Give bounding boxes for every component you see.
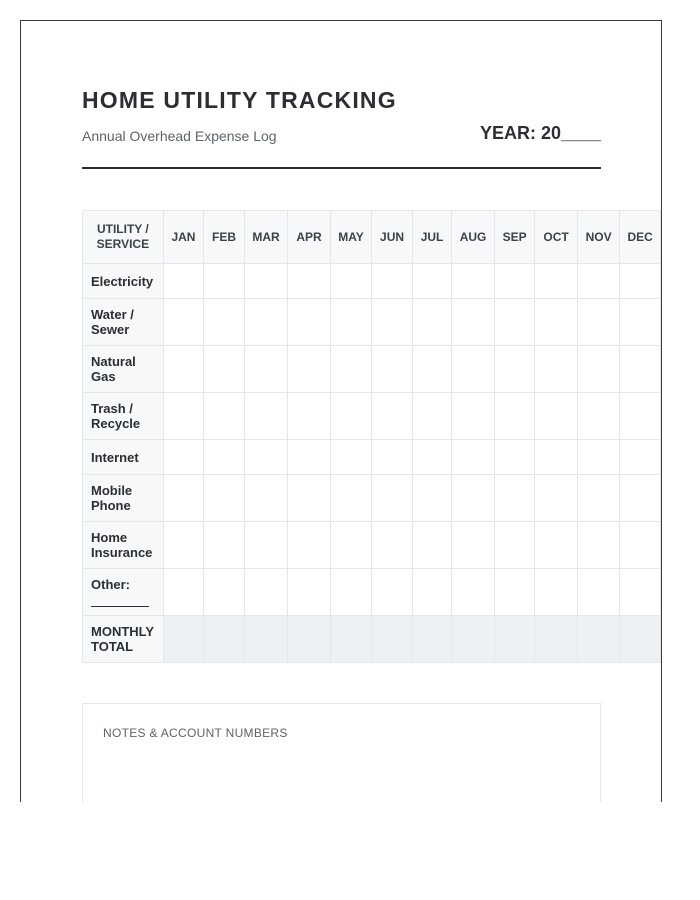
entry-cell[interactable] — [412, 264, 452, 299]
entry-cell[interactable] — [535, 264, 577, 299]
entry-cell[interactable] — [244, 264, 288, 299]
total-row — [83, 616, 661, 663]
entry-cell[interactable] — [372, 475, 413, 522]
table-row — [83, 569, 661, 616]
column-header-month: MAR — [244, 211, 288, 264]
entry-cell[interactable] — [535, 440, 577, 475]
row-label-line2: Gas — [91, 369, 116, 384]
entry-cell[interactable] — [244, 299, 288, 346]
entry-cell[interactable] — [244, 346, 288, 393]
total-cell[interactable] — [288, 616, 330, 663]
year-field[interactable]: YEAR: 20____ — [480, 123, 602, 143]
entry-cell[interactable] — [372, 264, 413, 299]
notes-title: NOTES & ACCOUNT NUMBERS — [103, 726, 288, 740]
entry-cell[interactable] — [412, 569, 452, 616]
column-header-month: OCT — [535, 211, 577, 264]
column-header-month: APR — [288, 211, 330, 264]
entry-cell[interactable] — [412, 393, 452, 440]
entry-cell[interactable] — [577, 522, 620, 569]
row-label-line1: Water / — [91, 307, 134, 322]
entry-cell[interactable] — [577, 475, 620, 522]
column-header-utility — [83, 211, 164, 264]
table-header-row — [83, 211, 661, 264]
table-row — [83, 475, 661, 522]
entry-cell[interactable] — [620, 569, 661, 616]
entry-cell[interactable] — [204, 393, 245, 440]
entry-cell[interactable] — [288, 440, 330, 475]
table-row — [83, 299, 661, 346]
entry-cell[interactable] — [452, 264, 495, 299]
entry-cell[interactable] — [494, 475, 535, 522]
entry-cell[interactable] — [163, 440, 204, 475]
entry-cell[interactable] — [204, 264, 245, 299]
row-label — [83, 393, 164, 440]
entry-cell[interactable] — [372, 569, 413, 616]
entry-cell[interactable] — [372, 522, 413, 569]
entry-cell[interactable] — [412, 522, 452, 569]
entry-cell[interactable] — [577, 346, 620, 393]
entry-cell[interactable] — [244, 393, 288, 440]
entry-cell[interactable] — [163, 264, 204, 299]
column-header-month: JUL — [412, 211, 452, 264]
entry-cell[interactable] — [452, 522, 495, 569]
entry-cell[interactable] — [494, 299, 535, 346]
entry-cell[interactable] — [620, 264, 661, 299]
entry-cell[interactable] — [288, 299, 330, 346]
column-header-month: JUN — [372, 211, 413, 264]
total-cell[interactable] — [412, 616, 452, 663]
entry-cell[interactable] — [372, 346, 413, 393]
entry-cell[interactable] — [620, 299, 661, 346]
entry-cell[interactable] — [330, 440, 372, 475]
row-label-line1: Electricity — [91, 273, 154, 289]
entry-cell[interactable] — [452, 475, 495, 522]
entry-cell[interactable] — [330, 299, 372, 346]
table-row — [83, 346, 661, 393]
entry-cell[interactable] — [163, 346, 204, 393]
entry-cell[interactable] — [412, 346, 452, 393]
total-label-line2: TOTAL — [91, 639, 134, 654]
entry-cell[interactable] — [204, 522, 245, 569]
page-title: HOME UTILITY TRACKING — [82, 87, 397, 113]
page-subtitle: Annual Overhead Expense Log — [82, 128, 277, 144]
entry-cell[interactable] — [412, 440, 452, 475]
total-cell[interactable] — [163, 616, 204, 663]
row-label — [83, 264, 164, 299]
other-blank-line[interactable] — [91, 592, 149, 607]
entry-cell[interactable] — [372, 393, 413, 440]
entry-cell[interactable] — [244, 522, 288, 569]
row-label-line1: Natural — [91, 354, 136, 369]
entry-cell[interactable] — [452, 393, 495, 440]
entry-cell[interactable] — [204, 440, 245, 475]
header-divider — [82, 167, 601, 169]
entry-cell[interactable] — [330, 475, 372, 522]
entry-cell[interactable] — [494, 440, 535, 475]
entry-cell[interactable] — [577, 393, 620, 440]
entry-cell[interactable] — [288, 475, 330, 522]
entry-cell[interactable] — [452, 346, 495, 393]
entry-cell[interactable] — [372, 440, 413, 475]
entry-cell[interactable] — [330, 346, 372, 393]
row-label-line1: Other: — [91, 577, 130, 592]
total-cell[interactable] — [204, 616, 245, 663]
row-label — [83, 475, 164, 522]
entry-cell[interactable] — [330, 569, 372, 616]
entry-cell[interactable] — [163, 393, 204, 440]
entry-cell[interactable] — [288, 264, 330, 299]
column-header-month: JAN — [163, 211, 204, 264]
entry-cell[interactable] — [494, 264, 535, 299]
entry-cell[interactable] — [620, 346, 661, 393]
entry-cell[interactable] — [535, 475, 577, 522]
entry-cell[interactable] — [494, 522, 535, 569]
column-header-month: DEC — [620, 211, 661, 264]
entry-cell[interactable] — [620, 440, 661, 475]
entry-cell[interactable] — [330, 522, 372, 569]
entry-cell[interactable] — [204, 346, 245, 393]
entry-cell[interactable] — [535, 299, 577, 346]
entry-cell[interactable] — [452, 299, 495, 346]
entry-cell[interactable] — [244, 440, 288, 475]
row-label-line2: Sewer — [91, 322, 130, 337]
total-cell[interactable] — [330, 616, 372, 663]
entry-cell[interactable] — [163, 569, 204, 616]
row-label-line1: Internet — [91, 449, 139, 465]
entry-cell[interactable] — [412, 299, 452, 346]
entry-cell[interactable] — [535, 393, 577, 440]
row-label — [83, 569, 164, 616]
total-cell[interactable] — [452, 616, 495, 663]
row-label-line2: Insurance — [91, 545, 153, 560]
entry-cell[interactable] — [288, 569, 330, 616]
entry-cell[interactable] — [535, 522, 577, 569]
entry-cell[interactable] — [244, 475, 288, 522]
column-header-month: NOV — [577, 211, 620, 264]
entry-cell[interactable] — [204, 299, 245, 346]
total-row-label — [83, 616, 164, 663]
row-label-line1: Home — [91, 530, 128, 545]
entry-cell[interactable] — [204, 475, 245, 522]
row-label — [83, 522, 164, 569]
column-header-month: FEB — [204, 211, 245, 264]
table-row — [83, 264, 661, 299]
entry-cell[interactable] — [204, 569, 245, 616]
column-header-month: AUG — [452, 211, 495, 264]
entry-cell[interactable] — [620, 522, 661, 569]
row-label — [83, 440, 164, 475]
row-label — [83, 346, 164, 393]
row-label-line2: Recycle — [91, 416, 141, 431]
entry-cell[interactable] — [577, 299, 620, 346]
entry-cell[interactable] — [494, 393, 535, 440]
entry-cell[interactable] — [288, 393, 330, 440]
column-header-utility-line1: UTILITY / — [96, 222, 149, 236]
entry-cell[interactable] — [244, 569, 288, 616]
utility-table — [82, 210, 661, 663]
table-row — [83, 393, 661, 440]
entry-cell[interactable] — [577, 264, 620, 299]
entry-cell[interactable] — [330, 393, 372, 440]
total-cell[interactable] — [494, 616, 535, 663]
column-header-month: SEP — [494, 211, 535, 264]
tracking-sheet — [20, 20, 662, 802]
entry-cell[interactable] — [577, 569, 620, 616]
entry-cell[interactable] — [620, 393, 661, 440]
entry-cell[interactable] — [535, 346, 577, 393]
entry-cell[interactable] — [620, 475, 661, 522]
column-header-utility-line2: SERVICE — [96, 237, 150, 251]
entry-cell[interactable] — [535, 569, 577, 616]
entry-cell[interactable] — [372, 299, 413, 346]
entry-cell[interactable] — [288, 346, 330, 393]
row-label-line1: Mobile — [91, 483, 133, 498]
entry-cell[interactable] — [494, 346, 535, 393]
total-cell[interactable] — [372, 616, 413, 663]
entry-cell[interactable] — [288, 522, 330, 569]
entry-cell[interactable] — [452, 569, 495, 616]
total-cell[interactable] — [577, 616, 620, 663]
notes-box[interactable] — [82, 703, 601, 802]
entry-cell[interactable] — [163, 522, 204, 569]
row-label — [83, 299, 164, 346]
entry-cell[interactable] — [163, 299, 204, 346]
column-header-month: MAY — [330, 211, 372, 264]
entry-cell[interactable] — [412, 475, 452, 522]
entry-cell[interactable] — [330, 264, 372, 299]
entry-cell[interactable] — [452, 440, 495, 475]
entry-cell[interactable] — [163, 475, 204, 522]
total-cell[interactable] — [244, 616, 288, 663]
table-row — [83, 522, 661, 569]
entry-cell[interactable] — [577, 440, 620, 475]
row-label-line1: Trash / — [91, 401, 133, 416]
row-label-line2: Phone — [91, 498, 131, 513]
total-cell[interactable] — [535, 616, 577, 663]
total-label-line1: MONTHLY — [91, 624, 155, 639]
entry-cell[interactable] — [494, 569, 535, 616]
total-cell[interactable] — [620, 616, 661, 663]
table-row — [83, 440, 661, 475]
